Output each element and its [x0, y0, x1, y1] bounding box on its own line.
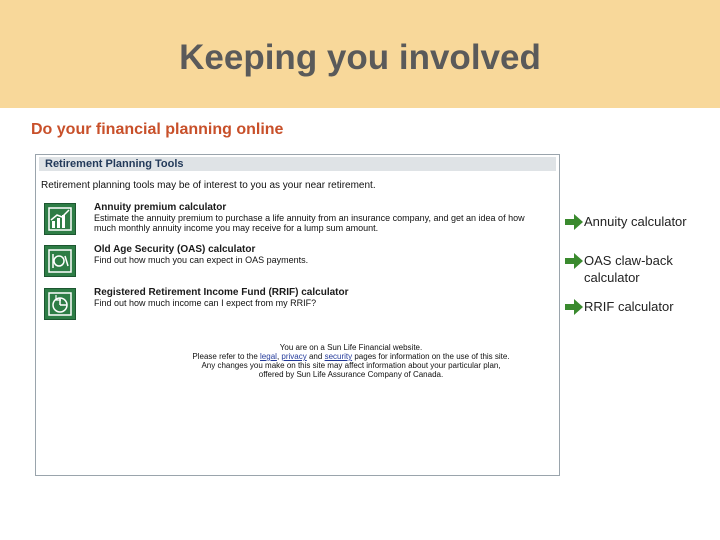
arrow-right-icon — [565, 299, 583, 315]
footer-line: Any changes you make on this site may affect information about your particular plan, — [201, 361, 501, 370]
panel-footer — [151, 343, 551, 379]
footer-line: Please refer to the legal, privacy and security pages for information on the use of this site. — [192, 352, 510, 361]
tool-name[interactable]: Old Age Security (OAS) calculator — [94, 244, 256, 255]
oas-icon[interactable] — [44, 245, 76, 277]
tool-rrif[interactable] — [44, 288, 549, 320]
callout-label: OAS claw-back calculator — [584, 253, 673, 285]
legal-link[interactable]: legal — [260, 352, 277, 361]
arrow-right-icon — [565, 214, 583, 230]
arrow-right-icon — [565, 253, 583, 269]
tool-description: Find out how much you can expect in OAS payments. — [94, 255, 309, 265]
footer-line: You are on a Sun Life Financial website. — [279, 343, 423, 352]
privacy-link[interactable]: privacy — [281, 352, 307, 361]
tool-description: Find out how much income can I expect from my RRIF? — [94, 298, 317, 308]
security-link[interactable]: security — [324, 352, 353, 361]
callout-label: Annuity calculator — [584, 214, 687, 229]
pie-chart-icon[interactable] — [44, 288, 76, 320]
footer-line: offered by Sun Life Assurance Company of Canada. — [258, 370, 444, 379]
footer-text: pages for information on the use of this site. — [354, 352, 510, 361]
chart-icon[interactable] — [44, 203, 76, 235]
tool-name[interactable]: Annuity premium calculator — [94, 202, 227, 213]
callout-label: RRIF calculator — [584, 299, 674, 314]
tool-name[interactable]: Registered Retirement Income Fund (RRIF) calculator — [94, 287, 349, 298]
slide-header — [0, 0, 720, 108]
panel-intro: Retirement planning tools may be of interest to you as your near retirement. — [41, 180, 376, 191]
slide-title: Keeping you involved — [179, 38, 541, 77]
retirement-tools-panel — [35, 154, 560, 476]
footer-text: Please refer to the — [192, 352, 258, 361]
tool-description: Estimate the annuity premium to purchase a life annuity from an insurance company, and get an idea of how much monthly annuity income you may receive for a lump sum amount. — [94, 213, 525, 233]
tool-oas[interactable] — [44, 245, 549, 277]
tool-annuity[interactable] — [44, 203, 549, 235]
footer-text: and — [308, 352, 323, 361]
section-subtitle: Do your financial planning online — [31, 121, 284, 138]
panel-title: Retirement Planning Tools — [39, 157, 556, 171]
